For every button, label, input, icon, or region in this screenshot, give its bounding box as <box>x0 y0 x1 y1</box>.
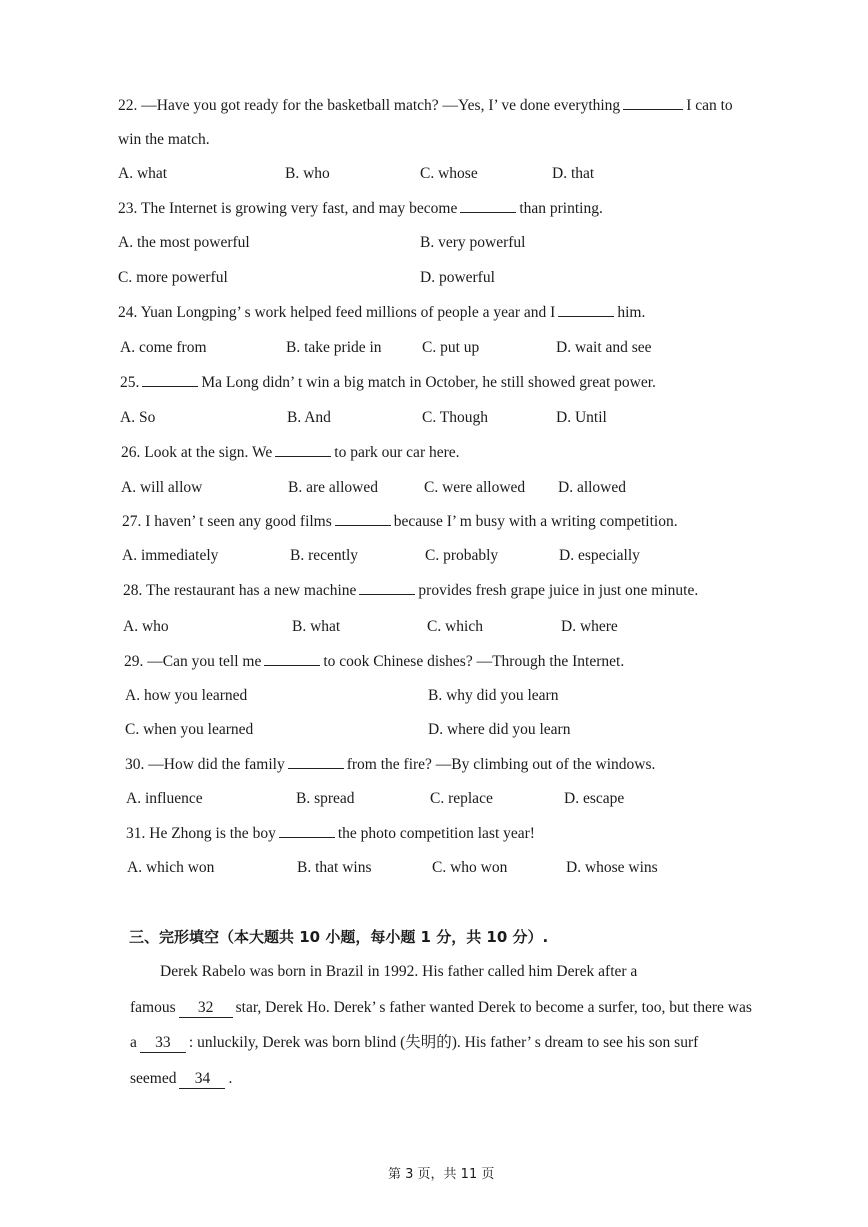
question-text: because I’ m busy with a writing competition. <box>393 513 678 530</box>
option-d: D. Until <box>556 409 607 426</box>
passage-text: famous <box>130 999 176 1016</box>
answer-blank <box>558 302 614 317</box>
passage-text: : unluckily, Derek was born blind (失明的). His father’ s dream to see his son surf <box>188 1034 699 1051</box>
option-d: D. escape <box>564 790 625 807</box>
passage-text: star, Derek Ho. Derek’ s father wanted Derek to become a surfer, too, but there was <box>235 999 752 1016</box>
question-text: to park our car here. <box>334 444 460 461</box>
question-31-stem <box>126 823 535 844</box>
option-c: C. were allowed <box>424 479 526 496</box>
section-heading: 三、完形填空（本大题共 10 小题，每小题 1 分，共 10 分）. <box>129 928 549 946</box>
passage-text: seemed <box>130 1070 177 1087</box>
question-text: 31. He Zhong is the boy <box>126 825 276 842</box>
answer-blank <box>460 198 516 213</box>
question-text: 29. —Can you tell me <box>124 653 262 670</box>
question-28-stem <box>123 580 698 601</box>
option-d: D. especially <box>559 547 640 564</box>
answer-blank <box>264 651 320 666</box>
question-29-stem <box>124 651 624 672</box>
option-b: B. recently <box>290 547 359 564</box>
option-b: B. are allowed <box>288 479 378 496</box>
passage-text: a <box>130 1034 137 1051</box>
option-b: B. very powerful <box>420 234 526 251</box>
option-a: A. So <box>120 409 156 426</box>
passage-line-2 <box>130 998 752 1018</box>
page-number: 第 3 页，共 11 页 <box>388 1167 495 1182</box>
option-a: A. what <box>118 165 168 182</box>
option-d: D. where did you learn <box>428 721 571 738</box>
question-text: provides fresh grape juice in just one minute. <box>418 582 699 599</box>
passage-line-3 <box>130 1033 698 1053</box>
cloze-blank-32: 32 <box>179 999 233 1018</box>
question-text: Ma Long didn’ t win a big match in October, he still showed great power. <box>201 374 656 391</box>
option-d: D. allowed <box>558 479 627 496</box>
option-c: C. who won <box>432 859 508 876</box>
option-a: A. which won <box>127 859 215 876</box>
option-a: A. come from <box>120 339 207 356</box>
cloze-blank-34: 34 <box>179 1070 225 1089</box>
option-a: A. who <box>123 618 169 635</box>
option-b: B. who <box>285 165 330 182</box>
answer-blank <box>142 372 198 387</box>
option-d: D. that <box>552 165 595 182</box>
option-d: D. powerful <box>420 269 495 286</box>
option-b: B. spread <box>296 790 355 807</box>
question-text: from the fire? —By climbing out of the windows. <box>346 756 656 773</box>
answer-blank <box>359 580 415 595</box>
option-a: A. immediately <box>122 547 219 564</box>
option-b: B. what <box>292 618 341 635</box>
option-c: C. Though <box>422 409 489 426</box>
question-text: 25. <box>120 374 140 391</box>
passage-line-4 <box>130 1069 232 1089</box>
option-a: A. will allow <box>121 479 203 496</box>
option-c: C. more powerful <box>118 269 228 286</box>
passage-line-1: Derek Rabelo was born in Brazil in 1992. His father called him Derek after a <box>160 963 638 980</box>
answer-blank <box>335 511 391 526</box>
question-text: I can to <box>686 97 733 114</box>
question-text: 28. The restaurant has a new machine <box>123 582 357 599</box>
option-b: B. And <box>287 409 331 426</box>
option-c: C. when you learned <box>125 721 254 738</box>
question-text: 22. —Have you got ready for the basketball match? —Yes, I’ ve done everything <box>118 97 621 114</box>
question-22-stem-continued: win the match. <box>118 131 210 148</box>
question-23-stem <box>118 198 603 219</box>
question-text: him. <box>617 304 646 321</box>
question-text: the photo competition last year! <box>337 825 535 842</box>
option-b: B. take pride in <box>286 339 382 356</box>
option-c: C. whose <box>420 165 478 182</box>
question-22-stem <box>118 95 733 116</box>
option-c: C. put up <box>422 339 480 356</box>
option-a: A. how you learned <box>125 687 248 704</box>
option-b: B. that wins <box>297 859 372 876</box>
option-b: B. why did you learn <box>428 687 559 704</box>
question-24-stem <box>118 302 645 323</box>
option-c: C. probably <box>425 547 499 564</box>
answer-blank <box>288 754 344 769</box>
option-c: C. which <box>427 618 483 635</box>
question-text: than printing. <box>519 200 603 217</box>
option-d: D. where <box>561 618 618 635</box>
question-text: 27. I haven’ t seen any good films <box>122 513 332 530</box>
option-a: A. the most powerful <box>118 234 250 251</box>
answer-blank <box>623 95 683 110</box>
cloze-blank-33: 33 <box>140 1034 186 1053</box>
question-30-stem <box>125 754 655 775</box>
answer-blank <box>279 823 335 838</box>
question-text: 24. Yuan Longping’ s work helped feed millions of people a year and I <box>118 304 556 321</box>
question-26-stem <box>121 442 460 463</box>
question-text: 26. Look at the sign. We <box>121 444 273 461</box>
option-c: C. replace <box>430 790 493 807</box>
option-a: A. influence <box>126 790 203 807</box>
question-text: to cook Chinese dishes? —Through the Internet. <box>323 653 625 670</box>
option-d: D. whose wins <box>566 859 658 876</box>
answer-blank <box>275 442 331 457</box>
option-d: D. wait and see <box>556 339 652 356</box>
question-27-stem <box>122 511 678 532</box>
question-25-stem <box>120 372 656 393</box>
passage-text: . <box>228 1070 233 1087</box>
question-text: 30. —How did the family <box>125 756 285 773</box>
question-text: 23. The Internet is growing very fast, and may become <box>118 200 458 217</box>
